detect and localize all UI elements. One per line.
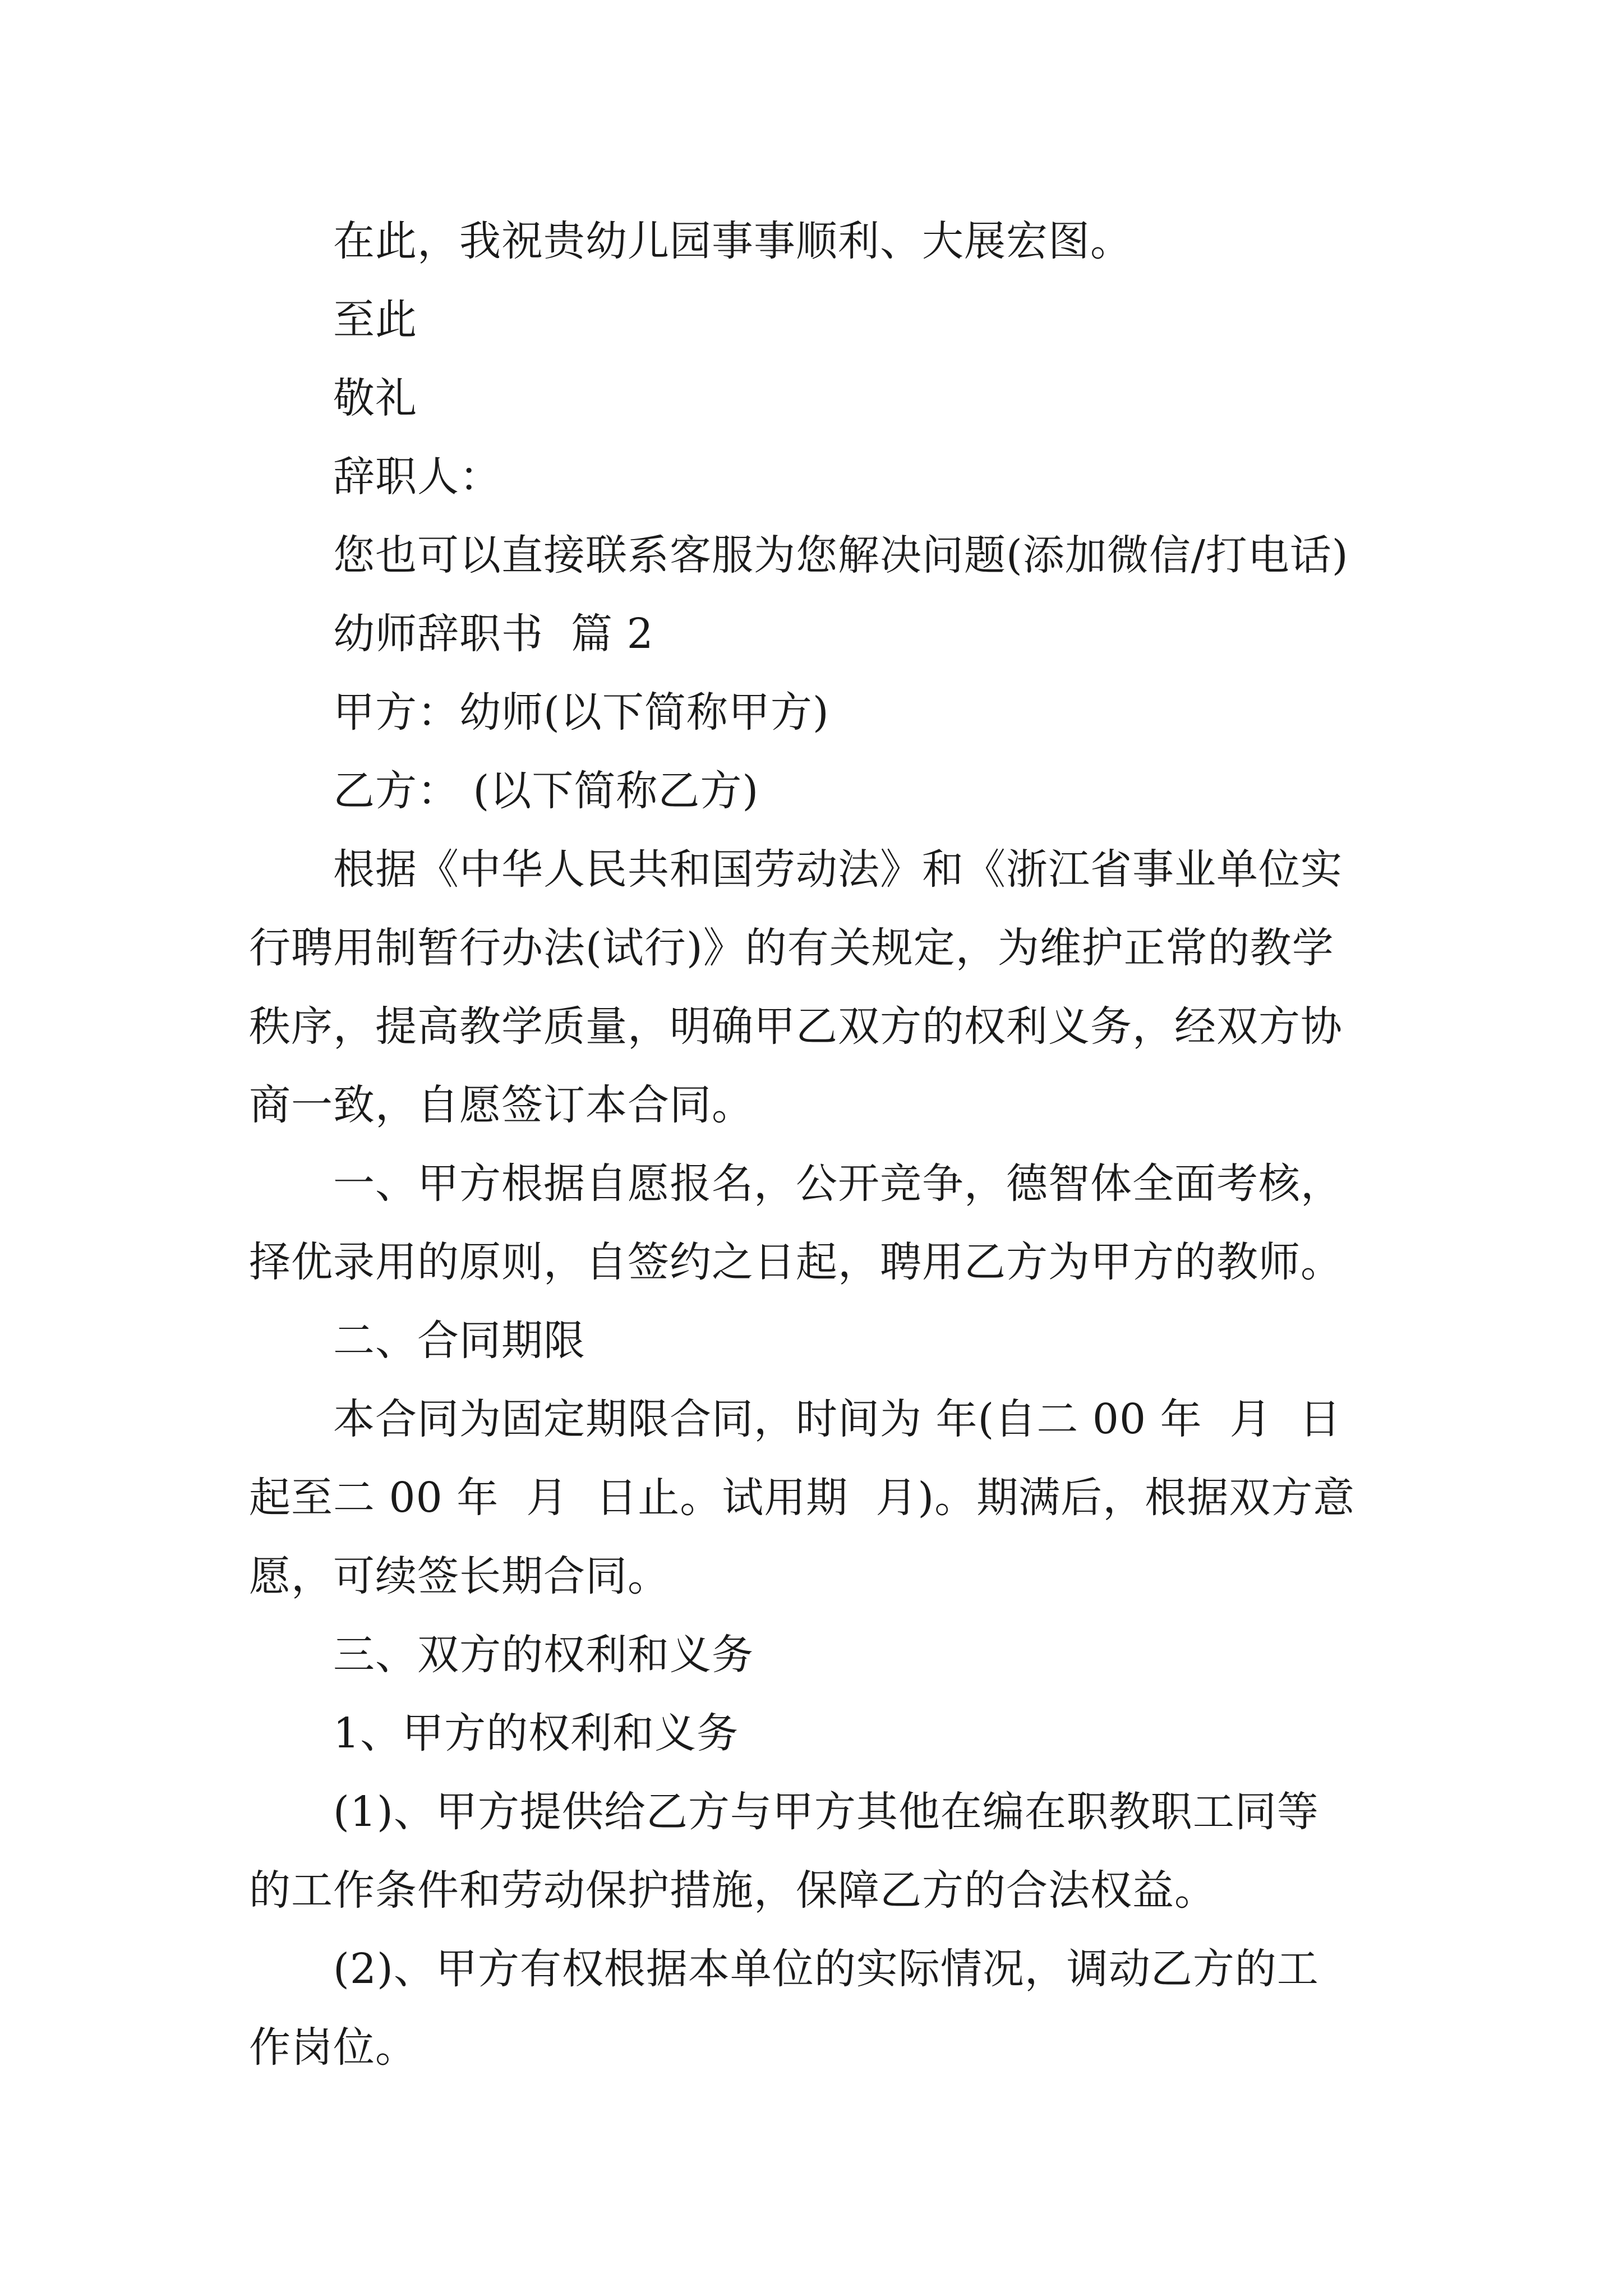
text-line: 作岗位。 — [249, 2023, 417, 2072]
text-line: 至此 — [333, 296, 417, 344]
text-line: 的工作条件和劳动保护措施，保障乙方的合法权益。 — [249, 1866, 1216, 1915]
text-line: 行聘用制暂行办法(试行)》的有关规定，为维护正常的教学 — [249, 924, 1334, 972]
text-line: 愿，可续签长期合同。 — [249, 1552, 670, 1600]
text-line: 甲方：幼师(以下简称甲方) — [333, 688, 829, 737]
text-line: 乙方： (以下简称乙方) — [333, 767, 759, 815]
text-line: 本合同为固定期限合同，时间为 年(自二 00 年 月 日 — [333, 1395, 1341, 1443]
document-body — [249, 202, 1382, 2087]
text-line: 二、合同期限 — [333, 1317, 585, 1365]
text-line: 一、甲方根据自愿报名，公开竞争，德智体全面考核， — [333, 1159, 1343, 1208]
text-line: 敬礼 — [333, 374, 417, 422]
text-line: 幼师辞职书 篇 2 — [333, 610, 654, 658]
text-line: 辞职人： — [333, 453, 501, 501]
text-line: 起至二 00 年 月 日止。试用期 月)。期满后，根据双方意 — [249, 1474, 1355, 1522]
text-line: (1)、甲方提供给乙方与甲方其他在编在职教职工同等 — [333, 1788, 1319, 1836]
text-line: 您也可以直接联系客服为您解决问题(添加微信/打电话) — [333, 531, 1349, 579]
text-line: 在此，我祝贵幼儿园事事顺利、大展宏图。 — [333, 217, 1132, 265]
text-line: 择优录用的原则，自签约之日起，聘用乙方为甲方的教师。 — [249, 1238, 1343, 1286]
text-line: 1、甲方的权利和义务 — [333, 1709, 739, 1757]
text-line: 根据《中华人民共和国劳动法》和《浙江省事业单位实 — [333, 845, 1343, 894]
text-line: 秩序，提高教学质量，明确甲乙双方的权利义务，经双方协 — [249, 1002, 1343, 1051]
text-line: 三、双方的权利和义务 — [333, 1631, 754, 1679]
text-line: 商一致，自愿签订本合同。 — [249, 1081, 754, 1129]
text-line: (2)、甲方有权根据本单位的实际情况，调动乙方的工 — [333, 1945, 1319, 1993]
